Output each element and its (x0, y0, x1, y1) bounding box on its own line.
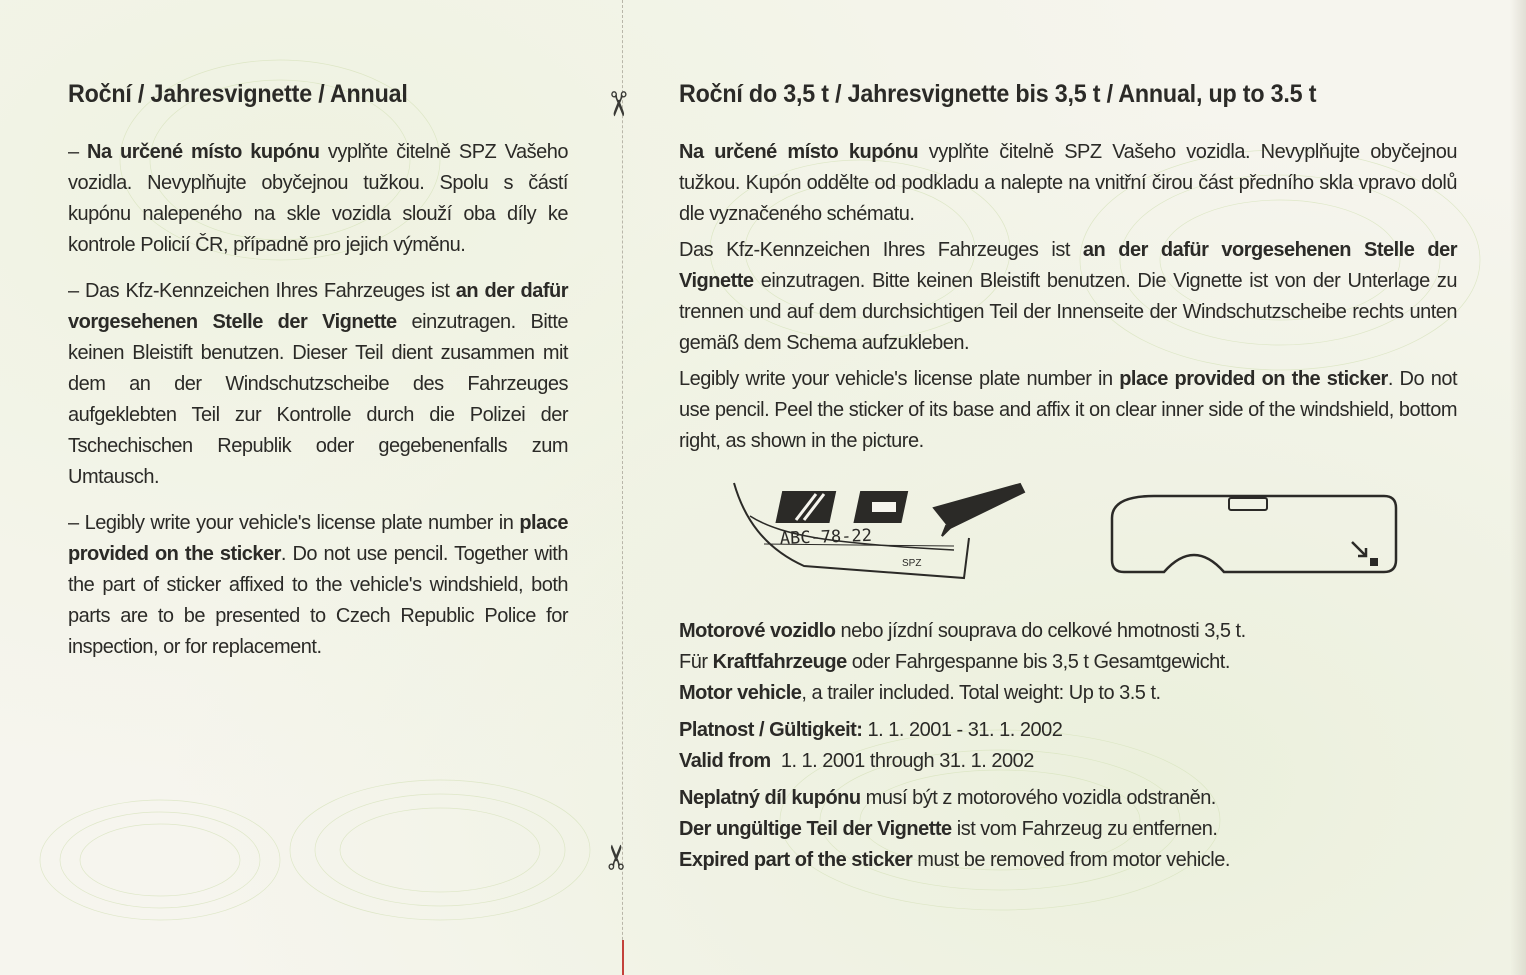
right-panel (679, 80, 1457, 462)
text: nebo jízdní souprava do celkové hmotnosti 3,5 t. (835, 620, 1246, 642)
text: ist vom Fahrzeug zu entfernen. (951, 818, 1218, 840)
left-title: Roční / Jahresvignette / Annual (68, 80, 408, 108)
right-bottom-block (679, 616, 1457, 876)
expired-line-de (679, 814, 1457, 845)
bold-phrase: Motorové vozidlo (679, 620, 836, 642)
bold-phrase: place provided on the sticker (1119, 368, 1388, 390)
text: Das Kfz-Kennzeichen Ihres Fahrzeuges ist (679, 239, 1083, 261)
fold-line (622, 0, 623, 975)
bold-phrase: Expired part of the sticker (679, 849, 913, 871)
sticker-plate-text: ABC-78-22 (779, 525, 873, 549)
right-paragraph-de (679, 235, 1457, 359)
validity-line-cz-de (679, 715, 1457, 746)
bold-phrase: an der dafür vorgesehenen Stelle der Vignette (68, 280, 568, 333)
text: einzutragen. Bitte keinen Bleistift benutzen. Die Vignette ist von der Unterlage zu trennen und auf dem durchsichtigen Teil der Innenseite der Windschutzscheibe rechts unten gemäß dem Schema aufzukleben. (679, 270, 1457, 354)
expired-line-cz (679, 783, 1457, 814)
text: vyplňte čitelně SPZ Vašeho vozidla. Nevyplňujte obyčejnou tužkou. Spolu s částí kupónu nalepeného na skle vozidla slouží oba díly ke kontrole Policií ČR, případně pro jejich výměnu. (68, 141, 568, 256)
fold-mark (622, 940, 624, 975)
bold-phrase: Neplatný díl kupónu (679, 787, 861, 809)
page-edge (1510, 0, 1526, 975)
text: , a trailer included. Total weight: Up to 3.5 t. (801, 682, 1161, 704)
bold-phrase: Kraftfahrzeuge (712, 651, 847, 673)
vehicle-line-de (679, 647, 1457, 678)
bold-phrase: place provided on the sticker (68, 512, 568, 565)
bold-phrase: Na určené místo kupónu (679, 141, 919, 163)
text: – Das Kfz-Kennzeichen Ihres Fahrzeuges ist (68, 280, 456, 302)
sticker-spz-label: SPZ (902, 558, 922, 569)
right-title: Roční do 3,5 t / Jahresvignette bis 3,5 t / Annual, up to 3.5 t (679, 80, 1317, 108)
left-paragraph-de (68, 276, 568, 493)
text: – Legibly write your vehicle's license plate number in (68, 512, 520, 534)
scissors-icon: ✂ (597, 89, 638, 119)
text: vyplňte čitelně SPZ Vašeho vozidla. Nevyplňujte obyčejnou tužkou. Kupón oddělte od podkladu a nalepte na vnitřní čirou část předního skla vpravo dolů dle vyznačeného schématu. (679, 141, 1457, 225)
left-paragraph-en (68, 508, 568, 663)
text: Für (679, 651, 713, 673)
placement-illustration (724, 478, 1424, 588)
text: . Do not use pencil. Peel the sticker of its base and affix it on clear inner side of the windshield, bottom right, as shown in the picture. (679, 368, 1458, 452)
text: oder Fahrgespanne bis 3,5 t Gesamtgewicht. (846, 651, 1230, 673)
text: must be removed from motor vehicle. (912, 849, 1230, 871)
bold-phrase: Valid from (679, 750, 771, 772)
text: musí být z motorového vozidla odstraněn. (860, 787, 1216, 809)
text: . Do not use pencil. Together with the part of sticker affixed to the vehicle's windshield, both parts are to be presented to Czech Republic Police for inspection, or for replacement. (68, 543, 568, 658)
bold-phrase: Motor vehicle (679, 682, 802, 704)
right-paragraph-cz (679, 137, 1457, 230)
windshield-drawing (1112, 496, 1396, 572)
bold-phrase: Der ungültige Teil der Vignette (679, 818, 952, 840)
text: einzutragen. Bitte keinen Bleistift benutzen. Dieser Teil dient zusammen mit dem an der Windschutzscheibe des Fahrzeuges aufgeklebten Teil zur Kontrolle durch die Polizei der Tschechischen Republik oder gegebenenfalls zum Umtausch. (68, 311, 568, 488)
validity-line-en (679, 746, 1457, 777)
text: 1. 1. 2001 - 31. 1. 2002 (862, 719, 1063, 741)
bold-phrase: Na určené místo kupónu (87, 141, 320, 163)
bold-phrase: an der dafür vorgesehenen Stelle der Vignette (679, 239, 1457, 292)
sticker-drawing (734, 483, 1024, 578)
left-paragraph-cz (68, 137, 568, 261)
text: Legibly write your vehicle's license plate number in (679, 368, 1120, 390)
text: 1. 1. 2001 through 31. 1. 2002 (770, 750, 1034, 772)
scissors-icon: ✂ (597, 842, 638, 872)
bold-phrase: Platnost / Gültigkeit: (679, 719, 863, 741)
vehicle-line-en (679, 678, 1457, 709)
dash: – (68, 141, 88, 163)
vehicle-line-cz (679, 616, 1457, 647)
expired-line-en (679, 845, 1457, 876)
right-paragraph-en (679, 364, 1457, 457)
left-panel (68, 80, 568, 678)
